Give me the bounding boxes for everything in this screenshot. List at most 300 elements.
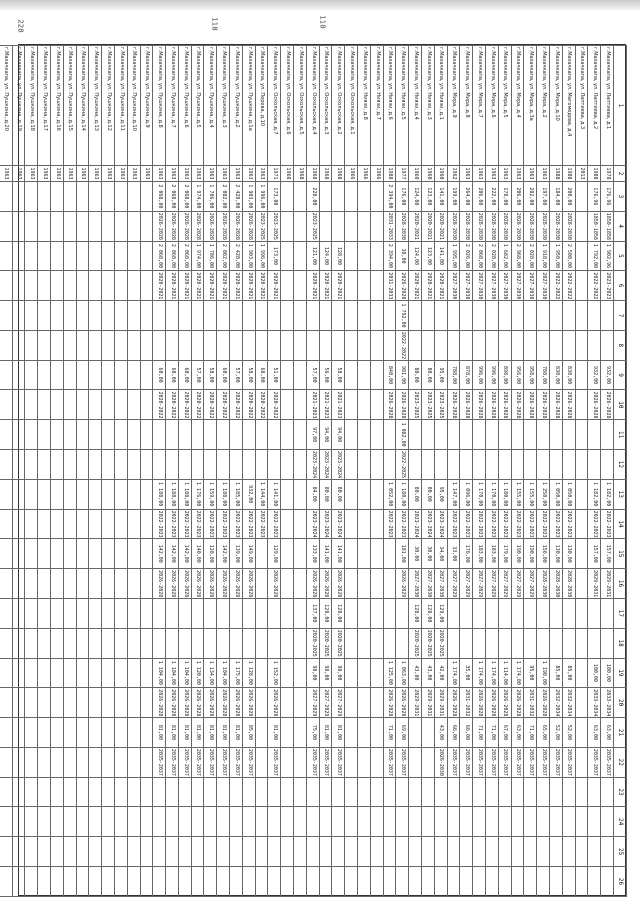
table-cell [383, 569, 396, 599]
table-cell [486, 837, 499, 867]
table-cell: 71,00 [383, 718, 396, 748]
table-cell [0, 628, 12, 658]
table-cell [76, 211, 89, 241]
table-cell [511, 598, 524, 628]
table-cell: 2027-2030 [434, 569, 447, 599]
table-cell: 1 147,00 [447, 479, 460, 509]
table-cell [294, 688, 307, 718]
table-cell: 2022-2023 [217, 509, 230, 539]
table-cell [89, 658, 102, 688]
table-cell [102, 479, 115, 509]
table-cell: 2035-2037 [268, 747, 281, 777]
table-cell [383, 777, 396, 807]
year-cell: 1963 [38, 166, 51, 182]
address-cell: г.Махачкала, ул. Пушкина, д.12 [102, 46, 115, 166]
table-cell [114, 747, 127, 777]
table-cell: 2020-2025 [434, 628, 447, 658]
table-cell [38, 658, 51, 688]
table-cell [370, 301, 383, 331]
table-cell [575, 360, 588, 390]
table-cell [550, 598, 563, 628]
table-cell [12, 866, 25, 896]
table-cell: 141,00 [434, 182, 447, 212]
table-cell: 932,00 [242, 479, 255, 509]
table-cell [588, 866, 601, 896]
address-cell: г.Махачкала, ул. Ниязи, д.6 [383, 46, 396, 166]
table-cell: 222,00 [486, 182, 499, 212]
table-cell: 1 974,00 [191, 182, 204, 212]
table-cell [178, 777, 191, 807]
table-cell: 1 155,00 [524, 479, 537, 509]
table-cell: 2026-2028 [191, 688, 204, 718]
table-cell: 2035-2037 [447, 747, 460, 777]
table-cell [127, 777, 140, 807]
table-cell [76, 390, 89, 420]
table-cell [370, 569, 383, 599]
table-cell [140, 598, 153, 628]
table-cell [166, 628, 179, 658]
table-cell [422, 807, 435, 837]
table-cell [0, 658, 12, 688]
table-cell [38, 807, 51, 837]
table-cell [114, 539, 127, 569]
table-cell [370, 182, 383, 212]
table-row [409, 46, 422, 897]
column-number-cell: 2 [614, 166, 627, 182]
table-cell: 2020-2021 [268, 271, 281, 301]
table-cell [358, 688, 371, 718]
table-cell: 68,00 [255, 360, 268, 390]
table-row [358, 46, 371, 897]
table-cell [25, 509, 38, 539]
table-cell: 2022-2022 [588, 271, 601, 301]
table-cell [332, 301, 345, 331]
table-cell: 1 170,00 [473, 479, 486, 509]
table-cell [0, 479, 12, 509]
column-number-row [614, 46, 627, 897]
table-cell [370, 390, 383, 420]
table-cell [486, 866, 499, 896]
table-cell: 2023-2024 [319, 450, 332, 480]
table-cell [434, 420, 447, 450]
table-cell: 2 068,00 [153, 241, 166, 271]
table-cell [102, 509, 115, 539]
table-cell: 2026-2028 [178, 688, 191, 718]
table-cell [38, 747, 51, 777]
table-cell [294, 628, 307, 658]
table-cell: 190,00 [524, 539, 537, 569]
table-cell [486, 450, 499, 480]
table-cell: 2 028,00 [486, 241, 499, 271]
table-cell [524, 807, 537, 837]
table-cell [447, 628, 460, 658]
table-cell: 2020-2021 [153, 271, 166, 301]
column-number-cell: 10 [614, 390, 627, 420]
table-cell [140, 360, 153, 390]
table-cell [25, 330, 38, 360]
table-cell: 2026-2028 [537, 688, 550, 718]
table-cell [127, 569, 140, 599]
table-cell [166, 450, 179, 480]
table-cell: 66,00 [460, 718, 473, 748]
year-cell: 1963 [537, 166, 550, 182]
year-cell: 1963 [153, 166, 166, 182]
table-cell: 183,00 [473, 539, 486, 569]
table-cell [370, 777, 383, 807]
table-cell [396, 866, 409, 896]
table-cell [102, 569, 115, 599]
table-cell [281, 569, 294, 599]
table-cell [550, 777, 563, 807]
table-cell [511, 420, 524, 450]
table-cell [575, 182, 588, 212]
table-cell [281, 837, 294, 867]
table-cell [12, 450, 25, 480]
table-cell [153, 807, 166, 837]
table-cell [434, 866, 447, 896]
table-cell: 1 250,00 [537, 479, 550, 509]
table-cell [114, 658, 127, 688]
table-cell [63, 241, 76, 271]
table-cell [575, 420, 588, 450]
table-cell [140, 241, 153, 271]
table-cell [447, 837, 460, 867]
table-cell: 1 114,00 [498, 658, 511, 688]
address-cell: г.Махачкала, ул. Мира, д.5 [498, 46, 511, 166]
table-cell: 1 995,00 [447, 241, 460, 271]
table-cell: 98,00 [306, 658, 319, 688]
table-cell: 2023-2024 [332, 450, 345, 480]
table-cell [242, 301, 255, 331]
table-cell [204, 866, 217, 896]
table-cell [114, 777, 127, 807]
table-cell: 98,00 [332, 658, 345, 688]
table-cell [358, 271, 371, 301]
table-cell [294, 837, 307, 867]
table-cell: 157,00 [601, 539, 614, 569]
table-cell: 2022-2023 [524, 509, 537, 539]
table-cell: 84,00 [306, 479, 319, 509]
table-row [166, 46, 179, 897]
table-cell: 1 144,00 [255, 479, 268, 509]
table-cell: 2026-2028 [204, 569, 217, 599]
column-number-cell: 23 [614, 777, 627, 807]
table-cell [588, 628, 601, 658]
table-cell [230, 866, 243, 896]
table-cell [281, 777, 294, 807]
table-cell [409, 866, 422, 896]
table-row [434, 46, 447, 897]
table-row [76, 46, 89, 897]
table-cell: 60,00 [153, 360, 166, 390]
table-cell: 2026-2028 [396, 271, 409, 301]
table-row [562, 46, 575, 897]
table-cell [294, 658, 307, 688]
table-cell [230, 777, 243, 807]
table-cell [242, 598, 255, 628]
table-cell: 1 974,00 [191, 241, 204, 271]
table-cell [588, 837, 601, 867]
table-cell [332, 330, 345, 360]
table-cell: 130,00 [550, 539, 563, 569]
table-cell [63, 837, 76, 867]
table-cell [281, 807, 294, 837]
table-cell: 2026-2028 [319, 569, 332, 599]
table-cell [25, 718, 38, 748]
table-row [524, 46, 537, 897]
table-cell [140, 420, 153, 450]
table-cell: 69,00 [396, 718, 409, 748]
table-cell: 1 918,00 [537, 241, 550, 271]
table-cell [255, 598, 268, 628]
table-cell: 2026-2028 [230, 688, 243, 718]
table-row [178, 46, 191, 897]
table-cell [281, 271, 294, 301]
address-cell: г.Махачкала, ул. Мира, д.8 [460, 46, 473, 166]
table-cell: 2027-2029 [473, 569, 486, 599]
table-cell [25, 569, 38, 599]
table-cell: 1 082,00 [396, 420, 409, 450]
year-cell: 1966 [358, 166, 371, 182]
table-cell: 2026-2028 [550, 390, 563, 420]
table-cell: 2026-2028 [268, 569, 281, 599]
table-cell [76, 420, 89, 450]
table-cell [511, 330, 524, 360]
address-cell: г.Махачкала, ул. Пушкина, д.4 [204, 46, 217, 166]
table-cell [409, 747, 422, 777]
table-cell: 2029-2031 [588, 569, 601, 599]
table-cell [76, 866, 89, 896]
table-cell [140, 747, 153, 777]
table-cell: 2023-2025 [306, 211, 319, 241]
table-cell [358, 182, 371, 212]
table-cell [562, 420, 575, 450]
table-cell [178, 807, 191, 837]
table-cell: 2028-2030 [537, 211, 550, 241]
table-cell [537, 837, 550, 867]
table-cell [178, 837, 191, 867]
table-cell: 2026-2028 [242, 569, 255, 599]
table-cell [562, 777, 575, 807]
table-row [140, 46, 153, 897]
table-cell: 2 068,00 [178, 182, 191, 212]
table-cell: 2029-2031 [409, 688, 422, 718]
table-cell [127, 718, 140, 748]
table-cell: 81,00 [166, 718, 179, 748]
table-cell [25, 539, 38, 569]
table-cell [537, 301, 550, 331]
table-cell: 71,00 [473, 718, 486, 748]
table-cell [38, 211, 51, 241]
table-cell: 2020-2022 [191, 390, 204, 420]
table-cell [473, 777, 486, 807]
table-cell: 2026-2028 [217, 569, 230, 599]
table-cell [332, 182, 345, 212]
table-cell: 2029-2031 [422, 688, 435, 718]
table-cell [102, 211, 115, 241]
table-cell [63, 688, 76, 718]
year-cell: 1963 [191, 166, 204, 182]
table-cell [345, 866, 358, 896]
table-cell: 2020-2021 [242, 271, 255, 301]
table-cell: 1 185,00 [230, 479, 243, 509]
table-cell: 2027-2029 [306, 688, 319, 718]
table-cell [102, 688, 115, 718]
table-cell [0, 866, 12, 896]
table-cell: 140,00 [191, 539, 204, 569]
table-cell [255, 777, 268, 807]
table-cell [345, 360, 358, 390]
table-cell [422, 718, 435, 748]
table-cell [140, 330, 153, 360]
table-cell [281, 509, 294, 539]
table-cell: 33,00 [447, 539, 460, 569]
table-cell [575, 211, 588, 241]
table-cell [434, 450, 447, 480]
table-cell: 1850-1858 [588, 211, 601, 241]
year-cell: 1963 [242, 166, 255, 182]
table-cell [102, 450, 115, 480]
table-cell [127, 539, 140, 569]
table-cell [114, 688, 127, 718]
table-cell [12, 211, 25, 241]
table-cell [332, 211, 345, 241]
table-cell: 2020-2021 [230, 271, 243, 301]
table-cell [434, 837, 447, 867]
year-cell: 1960 [409, 166, 422, 182]
address-cell: г.Махачкала, ул. Пушкина, д.18 [25, 46, 38, 166]
year-cell: 1963 [204, 166, 217, 182]
table-cell: 2028-2030 [460, 211, 473, 241]
table-cell [562, 628, 575, 658]
table-row [473, 46, 486, 897]
table-cell [447, 420, 460, 450]
table-cell [38, 569, 51, 599]
table-cell: 2022-2023 [473, 509, 486, 539]
table-cell [140, 569, 153, 599]
table-cell: 1 188,00 [166, 479, 179, 509]
table-cell [127, 807, 140, 837]
table-row [601, 46, 614, 897]
table-cell [332, 777, 345, 807]
table-cell: 2026-2028 [537, 390, 550, 420]
table-cell: 981,00 [396, 360, 409, 390]
table-cell [575, 271, 588, 301]
table-cell [127, 837, 140, 867]
table-cell [537, 807, 550, 837]
year-cell: 1963 [76, 166, 89, 182]
table-cell [89, 479, 102, 509]
table-cell: 2027-2029 [524, 569, 537, 599]
table-row [204, 46, 217, 897]
table-cell [140, 301, 153, 331]
year-cell: 1960 [434, 166, 447, 182]
table-cell [217, 301, 230, 331]
table-cell [319, 301, 332, 331]
table-cell [25, 182, 38, 212]
table-cell: 2022-2023 [255, 509, 268, 539]
table-cell [89, 718, 102, 748]
table-cell [498, 420, 511, 450]
year-cell: 1963 [166, 166, 179, 182]
table-cell [345, 807, 358, 837]
table-cell: 2020-2025 [409, 628, 422, 658]
table-cell [409, 837, 422, 867]
table-row [268, 46, 281, 897]
table-cell [25, 747, 38, 777]
table-cell: 2033-2034 [601, 688, 614, 718]
table-cell [383, 301, 396, 331]
table-cell [268, 301, 281, 331]
table-row [281, 46, 294, 897]
table-cell: 2020-2022 [255, 390, 268, 420]
column-number-cell: 4 [614, 211, 627, 241]
table-cell [281, 718, 294, 748]
table-cell: 2031-2032 [524, 688, 537, 718]
table-cell [127, 241, 140, 271]
table-cell: 2 082,00 [217, 241, 230, 271]
address-cell: г.Махачкала, ул. Ниязи, д.3 [422, 46, 435, 166]
table-cell [76, 301, 89, 331]
table-cell: 2022-2023 [511, 509, 524, 539]
table-cell: 878,00 [460, 360, 473, 390]
table-cell [204, 628, 217, 658]
year-cell: 1963 [255, 166, 268, 182]
table-cell [498, 777, 511, 807]
table-cell [486, 628, 499, 658]
table-cell [191, 301, 204, 331]
year-cell: 1963 [25, 166, 38, 182]
table-cell [396, 837, 409, 867]
year-cell: 1963 [511, 166, 524, 182]
column-number-cell: 26 [614, 866, 627, 896]
table-cell: 2035-2037 [511, 747, 524, 777]
table-cell: 2031-2032 [460, 688, 473, 718]
table-cell [524, 420, 537, 450]
table-cell [114, 450, 127, 480]
table-cell: 2 394,00 [383, 182, 396, 212]
table-cell [370, 360, 383, 390]
table-cell [370, 539, 383, 569]
address-cell: г.Махачкала, ул. Ниязи, д.8 [358, 46, 371, 166]
address-cell: г.Махачкала, ул. Мира, д.9 [447, 46, 460, 166]
table-cell: 85,00 [562, 658, 575, 688]
table-cell [76, 182, 89, 212]
table-cell: 80,00 [422, 479, 435, 509]
table-cell: 2022-2025 [396, 450, 409, 480]
table-cell [50, 360, 63, 390]
table-cell: 2035-2037 [204, 747, 217, 777]
table-cell [50, 747, 63, 777]
table-cell: 1 159,00 [204, 479, 217, 509]
table-cell [50, 301, 63, 331]
table-cell [89, 509, 102, 539]
table-cell: 2027-2030 [524, 271, 537, 301]
table-cell: 71,00 [524, 718, 537, 748]
table-cell [281, 539, 294, 569]
table-cell: 142,00 [178, 539, 191, 569]
table-cell: 181,00 [396, 539, 409, 569]
table-cell [294, 569, 307, 599]
year-cell: 1963 [50, 166, 63, 182]
table-cell: 2026-2028 [191, 569, 204, 599]
table-cell [102, 628, 115, 658]
table-cell [89, 837, 102, 867]
table-cell [383, 450, 396, 480]
address-cell: г.Махачкала, ул. Пушкина, д.13 [89, 46, 102, 166]
page-number-left: 228 [16, 19, 25, 33]
table-cell: 2035-2037 [601, 747, 614, 777]
